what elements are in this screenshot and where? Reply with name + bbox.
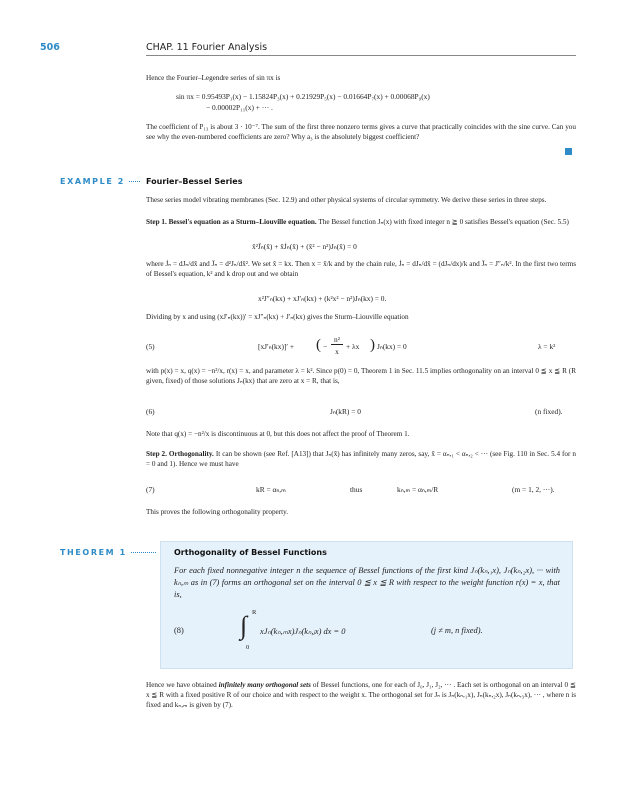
series-line-1: sin πx = 0.95493P₁(x) − 1.15824P₃(x) + 0.21929P₅(x) − 0.01664P₇(x) + 0.00068P₉(x) bbox=[176, 92, 430, 101]
theorem-label: THEOREM 1 bbox=[60, 548, 131, 557]
eq5-left-paren: ( bbox=[316, 337, 321, 353]
example-paragraph-1: These series model vibrating membranes (Sec. 12.9) and other physical systems of circular symmetry. We derive these series in three steps. bbox=[146, 196, 547, 204]
theorem-statement: For each fixed nonnegative integer n the sequence of Bessel functions of the first kind Jₙ(kₙ,₁x), Jₙ(kₙ,₂x), ··· with kₙ,ₘ as in (7) forms an orthogonal set on the interval 0 ≦ x ≦ R with respect to the weight function r(x) = x, that is, bbox=[174, 566, 560, 599]
step1-paragraph: Step 1. Bessel's equation as a Sturm–Liouville equation. The Bessel function Jₙ(x) with fixed integer n ≧ 0 satisfies Bessel's equation (Sec. 5.5) bbox=[146, 218, 569, 226]
example-paragraph-5: Note that q(x) = −n²/x is discontinuous at 0, but this does not affect the proof of Theorem 1. bbox=[146, 430, 410, 438]
closing-paragraph: Hence we have obtained infinitely many orthogonal sets of Bessel functions, one for each of J₀, J₁, J₂, ··· . Each set is orthogonal on an interval 0 ≦ x ≦ R with a fixed positive R of our choice and with respect to the weight x. The orthogonal set for Jₙ is Jₙ(kₙ,₁x), Jₙ(kₙ,₂x), Jₙ(kₙ,₃x), ··· , where n is fixed and kₙ,ₘ is given by (7). bbox=[146, 681, 576, 709]
step1-heading: Step 1. Bessel's equation as a Sturm–Liouville equation. bbox=[146, 218, 317, 226]
eq5-part-b: + λx bbox=[346, 342, 360, 351]
eq5-minus: − bbox=[323, 342, 328, 351]
eq5-number: (5) bbox=[146, 342, 155, 351]
header-rule bbox=[146, 55, 576, 56]
example-paragraph-3: Dividing by x and using (xJ′ₙ(kx))′ = xJ″ₙ(kx) + J′ₙ(kx) gives the Sturm–Liouville equation bbox=[146, 313, 409, 321]
step2-paragraph: Step 2. Orthogonality. It can be shown (see Ref. [A13]) that Jₙ(x̃) has infinitely many zeros, say, x̃ = αₙ,₁ < αₙ,₂ < ··· (see Fig. 110 in Sec. 5.4 for n = 0 and 1). Hence we must have bbox=[146, 450, 576, 468]
theorem-title: Orthogonality of Bessel Functions bbox=[174, 548, 327, 557]
example-paragraph-2: where J̇ₙ = dJₙ/dx̃ and J̈ₙ = d²Jₙ/dx̃². We set x̃ = kx. Then x = x̃/k and by the chain rule, J̇ₙ = dJₙ/dx̃ = (dJₙ/dx)/k and J̈ₙ = J″ₙ/k². In the first two terms of Bessel's equation, k² and k drop out and we obtain bbox=[146, 260, 576, 278]
intro-paragraph: The coefficient of P₁₃ is about 3 · 10⁻⁷. The sum of the first three nonzero terms gives a curve that practically coincides with the sine curve. Can you see why the even-numbered coefficients are zero? Why a₃ is the absolutely biggest coefficient? bbox=[146, 123, 576, 141]
series-line-2: − 0.00002P₁₁(x) + ··· . bbox=[206, 103, 273, 112]
eq6: Jₙ(kR) = 0 bbox=[330, 407, 361, 416]
eq7-condition: (m = 1, 2, ···). bbox=[512, 485, 555, 494]
running-header: CHAP. 11 Fourier Analysis bbox=[146, 42, 268, 53]
eq5-right-paren: ) bbox=[370, 337, 375, 353]
eq5-part-c: Jₙ(kx) = 0 bbox=[377, 342, 407, 351]
bessel-equation: x̃²J̈ₙ(x̃) + x̃J̇ₙ(x̃) + (x̃² − n²)Jₙ(x̃) = 0 bbox=[252, 242, 357, 251]
example-paragraph-4: with p(x) = x, q(x) = −n²/x, r(x) = x, and parameter λ = k². Since p(0) = 0, Theorem 1 in Sec. 11.5 implies orthogonality on an interval 0 ≦ x ≦ R (R given, fixed) of those solutions Jₙ(kx) that are zero at x = R, that is, bbox=[146, 367, 576, 385]
eq5-part-a: [xJ′ₙ(kx)]′ + bbox=[258, 342, 295, 351]
eq8-number: (8) bbox=[174, 626, 184, 635]
eq7-thus: thus bbox=[350, 485, 363, 494]
eq6-number: (6) bbox=[146, 407, 155, 416]
bessel-equation-scaled: x²J″ₙ(kx) + xJ′ₙ(kx) + (k²x² − n²)Jₙ(kx) = 0. bbox=[258, 294, 387, 303]
integral-sign: ∫ bbox=[240, 611, 248, 640]
integral-upper-limit: R bbox=[252, 609, 257, 616]
step2-heading: Step 2. Orthogonality. bbox=[146, 450, 214, 458]
eq7-part-b: kₙ,ₘ = αₙ,ₘ/R bbox=[397, 485, 439, 494]
end-of-example-marker bbox=[565, 148, 572, 155]
eq7-number: (7) bbox=[146, 485, 155, 494]
example-title: Fourier–Bessel Series bbox=[146, 177, 243, 186]
eq5-lambda: λ = k² bbox=[538, 342, 556, 351]
eq6-condition: (n fixed). bbox=[535, 407, 563, 416]
eq8-integrand: xJₙ(kₙ,ₘx)Jₙ(kₙ,ⱼx) dx = 0 bbox=[260, 627, 346, 636]
theorem-box bbox=[160, 541, 573, 669]
closing-emphasis: infinitely many orthogonal sets bbox=[218, 681, 311, 689]
eq7-part-a: kR = αₙ,ₘ bbox=[256, 485, 286, 494]
example-label: EXAMPLE 2 bbox=[60, 177, 129, 186]
integral-lower-limit: 0 bbox=[246, 644, 250, 651]
page-number: 506 bbox=[40, 42, 60, 53]
intro-lead: Hence the Fourier–Legendre series of sin πx is bbox=[146, 74, 281, 82]
eq5-frac-num: n² bbox=[331, 335, 343, 345]
eq8-condition: (j ≠ m, n fixed). bbox=[431, 626, 483, 635]
eq5-frac-den: x bbox=[335, 347, 339, 356]
example-paragraph-6: This proves the following orthogonality property. bbox=[146, 508, 289, 516]
